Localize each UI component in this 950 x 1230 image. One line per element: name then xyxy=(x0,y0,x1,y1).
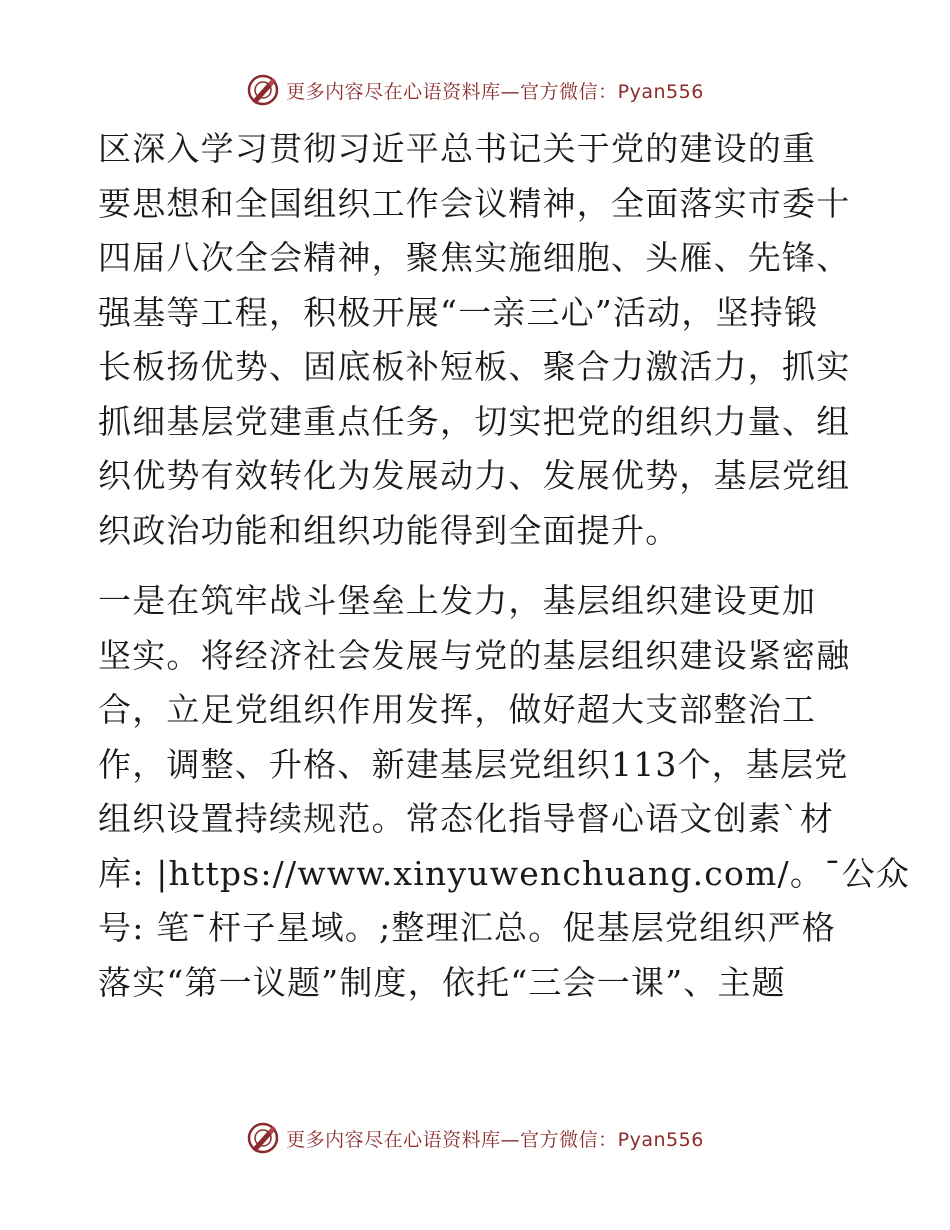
watermark-text: 更多内容尽在心语资料库—官方微信：Pyan556 xyxy=(286,1128,704,1151)
text-line: 强基等工程，积极开展“一亲三心”活动，坚持锻 xyxy=(98,292,819,332)
watermark-text: 更多内容尽在心语资料库—官方微信：Pyan556 xyxy=(286,80,704,103)
text-line: 号: 笔¯杆子星域。;整理汇总。促基层党组织严格 xyxy=(98,908,837,947)
text-line: 作，调整、升格、新建基层党组织113个，基层党 xyxy=(98,744,849,784)
header-watermark-banner xyxy=(0,70,950,110)
text-line: 要思想和全国组织工作会议精神，全面落实市委十 xyxy=(98,183,851,223)
document-body xyxy=(98,122,911,1010)
text-line: 长板扬优势、固底板补短板、聚合力激活力，抓实 xyxy=(98,347,851,386)
text-line: 合，立足党组织作用发挥，做好超大支部整治工 xyxy=(98,690,817,729)
pen-logo-icon xyxy=(246,73,280,107)
text-line: 坚实。将经济社会发展与党的基层组织建设紧密融 xyxy=(98,635,851,675)
text-line: 库: |https://www.xinyuwenchuang.com/。¯公众 xyxy=(98,853,911,893)
text-line: 织政治功能和组织功能得到全面提升。 xyxy=(98,510,680,550)
text-line: 一是在筑牢战斗堡垒上发力，基层组织建设更加 xyxy=(98,581,817,620)
text-line: 组织设置持续规范。常态化指导督心语文创素`材 xyxy=(98,799,834,838)
footer-watermark-banner xyxy=(0,1118,950,1158)
paragraph-1 xyxy=(98,122,858,558)
paragraph-2 xyxy=(98,574,911,1010)
text-line: 四届八次全会精神，聚焦实施细胞、头雁、先锋、 xyxy=(98,238,851,277)
text-line: 区深入学习贯彻习近平总书记关于党的建设的重 xyxy=(98,129,817,168)
text-line: 织优势有效转化为发展动力、发展优势，基层党组 xyxy=(98,456,851,495)
text-line: 落实“第一议题”制度，依托“三会一课”、主题 xyxy=(98,962,786,1002)
pen-logo-icon xyxy=(246,1121,280,1155)
text-line: 抓细基层党建重点任务，切实把党的组织力量、组 xyxy=(98,401,851,441)
